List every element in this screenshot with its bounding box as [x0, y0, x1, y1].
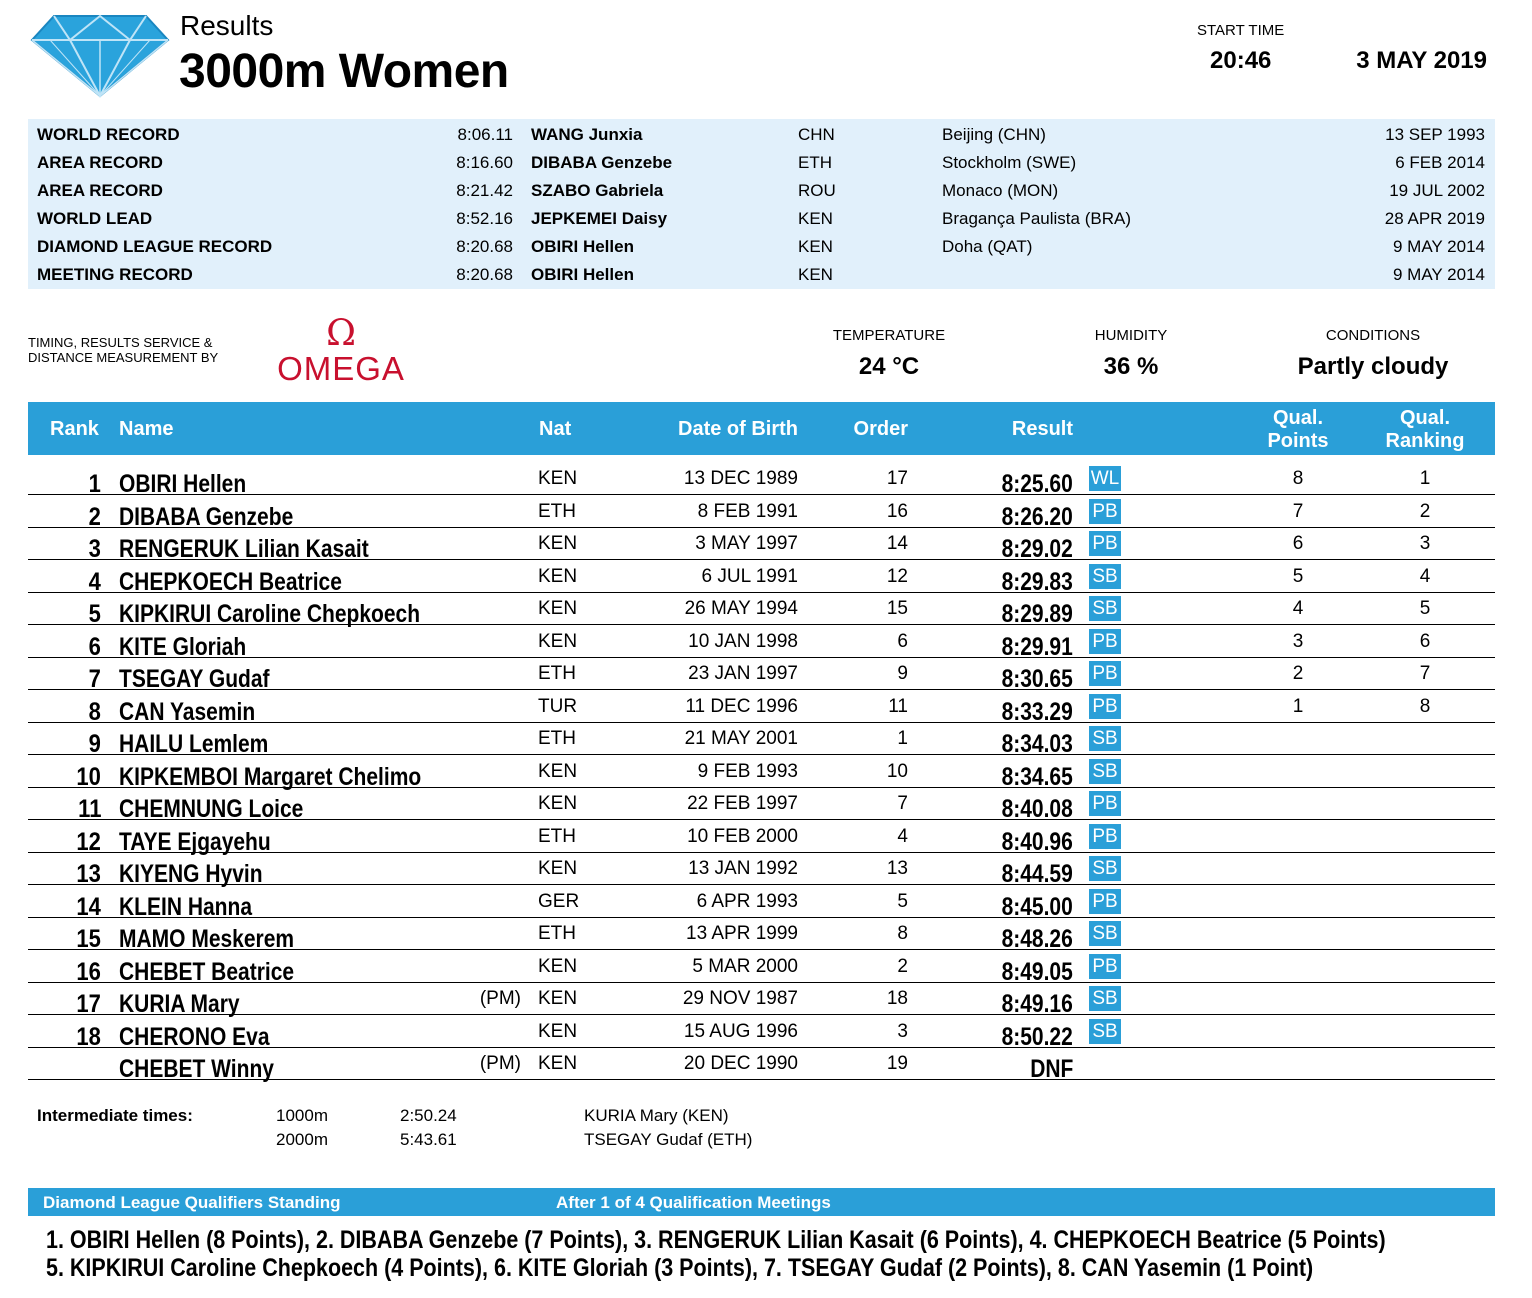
date-of-birth: 13 JAN 1992 [688, 858, 798, 879]
record-venue: Stockholm (SWE) [942, 153, 1077, 172]
record-type: AREA RECORD [37, 181, 163, 200]
table-row [28, 917, 1495, 953]
result-badge: PB [1089, 954, 1121, 979]
result-badge: PB [1089, 661, 1121, 686]
nationality: ETH [538, 663, 576, 684]
record-date: 19 JUL 2002 [1389, 181, 1485, 200]
qual-ranking: 7 [1419, 663, 1431, 684]
conditions-value: Partly cloudy [1297, 353, 1449, 380]
table-row [28, 690, 1495, 726]
result-badge: SB [1089, 596, 1121, 621]
col-qual-points-line: Qual. [1272, 407, 1323, 429]
date-of-birth: 23 JAN 1997 [688, 663, 798, 684]
athlete-name: TAYE Ejgayehu [119, 827, 271, 856]
record-row [28, 261, 1495, 289]
athlete-name: OBIRI Hellen [119, 470, 247, 498]
rank: 3 [88, 535, 101, 563]
rank: 9 [88, 730, 101, 758]
standings-subtitle: After 1 of 4 Qualification Meetings [556, 1193, 831, 1212]
athlete-name: RENGERUK Lilian Kasait [119, 535, 369, 563]
date-of-birth: 20 DEC 1990 [683, 1053, 798, 1074]
nationality: TUR [538, 695, 578, 717]
rank: 5 [88, 600, 101, 628]
athlete-name: KLEIN Hanna [119, 892, 253, 921]
result-badge: SB [1089, 726, 1121, 751]
split-distance: 2000m [276, 1130, 328, 1149]
nationality: KEN [538, 1053, 578, 1074]
result-badge: PB [1089, 694, 1121, 719]
rank: 7 [88, 665, 101, 693]
date-of-birth: 15 AUG 1996 [683, 1020, 798, 1042]
table-row [28, 625, 1495, 661]
record-time: 8:06.11 [457, 125, 513, 144]
nationality: KEN [538, 533, 578, 554]
result-time: 8:50.22 [1001, 1022, 1073, 1051]
result-time: DNF [1029, 1055, 1073, 1083]
result-badge: PB [1089, 824, 1121, 849]
start-order: 18 [886, 988, 908, 1009]
result-time: 8:29.89 [1001, 600, 1073, 628]
record-time: 8:20.68 [456, 237, 513, 256]
table-row [28, 1047, 1495, 1083]
table-row [28, 982, 1495, 1018]
result-time: 8:34.65 [1001, 762, 1073, 791]
timing-credit-line: DISTANCE MEASUREMENT BY [28, 350, 219, 365]
start-order: 9 [897, 663, 908, 684]
nationality: KEN [538, 760, 578, 782]
record-date: 9 MAY 2014 [1393, 237, 1485, 256]
start-order: 2 [897, 955, 908, 977]
record-nat: ETH [798, 153, 832, 172]
col-dob: Date of Birth [678, 418, 798, 440]
nationality: KEN [538, 988, 578, 1009]
table-row [28, 657, 1495, 693]
athlete-name: DIBABA Genzebe [119, 502, 294, 531]
record-type: DIAMOND LEAGUE RECORD [37, 237, 273, 256]
col-qual-points [1248, 407, 1348, 453]
intermediate-label: Intermediate times: [37, 1106, 193, 1125]
result-time: 8:33.29 [1001, 697, 1073, 726]
qual-points: 2 [1292, 663, 1304, 684]
start-order: 4 [897, 825, 908, 847]
date-of-birth: 26 MAY 1994 [684, 598, 798, 619]
table-row [28, 787, 1495, 823]
athlete-name: MAMO Meskerem [119, 925, 295, 953]
athlete-name: CHEBET Beatrice [119, 957, 295, 986]
result-badge: PB [1089, 889, 1121, 914]
record-holder: DIBABA Genzebe [531, 153, 673, 172]
result-time: 8:29.83 [1001, 567, 1073, 596]
start-order: 14 [886, 533, 908, 554]
date-of-birth: 13 APR 1999 [686, 923, 798, 944]
split-distance: 1000m [276, 1106, 328, 1125]
qual-ranking: 8 [1419, 695, 1431, 717]
col-result: Result [1011, 418, 1073, 440]
record-row [28, 149, 1495, 177]
col-nat: Nat [539, 418, 572, 440]
timing-credit [28, 335, 218, 365]
nationality: KEN [538, 468, 578, 489]
nationality: KEN [538, 793, 578, 814]
split-time: 5:43.61 [400, 1130, 457, 1149]
result-badge: WL [1090, 468, 1120, 489]
athlete-name: CAN Yasemin [119, 697, 256, 726]
qual-points: 5 [1292, 565, 1304, 587]
table-row [28, 527, 1495, 563]
record-holder: WANG Junxia [531, 125, 643, 144]
records-table [28, 119, 1495, 289]
rank: 6 [88, 632, 101, 661]
col-order: Order [853, 418, 908, 440]
date-of-birth: 11 DEC 1996 [685, 695, 798, 717]
result-badge: SB [1089, 921, 1121, 946]
record-holder: SZABO Gabriela [531, 181, 664, 200]
split-leader: TSEGAY Gudaf (ETH) [584, 1130, 753, 1149]
result-time: 8:49.16 [1001, 990, 1073, 1018]
record-time: 8:16.60 [456, 153, 513, 172]
start-order: 8 [897, 923, 908, 944]
qual-points: 3 [1292, 630, 1304, 652]
date-of-birth: 10 JAN 1998 [688, 630, 798, 652]
result-time: 8:30.65 [1001, 665, 1073, 693]
record-venue: Bragança Paulista (BRA) [942, 209, 1131, 228]
record-time: 8:21.42 [456, 181, 513, 200]
date-of-birth: 10 FEB 2000 [687, 825, 798, 847]
rank: 15 [76, 925, 101, 953]
standings-line: 5. KIPKIRUI Caroline Chepkoech (4 Points), 6. KITE Gloriah (3 Points), 7. TSEGAY Gudaf (2 Points), 8. CAN Yasemin (1 Point) [46, 1254, 1314, 1282]
table-row [28, 852, 1495, 888]
results-table-header [28, 402, 1495, 455]
record-venue: Doha (QAT) [942, 237, 1033, 256]
athlete-name: KIPKIRUI Caroline Chepkoech [119, 600, 421, 628]
record-holder: JEPKEMEI Daisy [531, 209, 668, 228]
date-of-birth: 6 APR 1993 [696, 890, 798, 912]
start-order: 5 [897, 890, 908, 912]
result-badge: SB [1089, 759, 1121, 784]
start-order: 13 [886, 858, 908, 879]
record-venue: Monaco (MON) [942, 181, 1059, 200]
date-of-birth: 3 MAY 1997 [695, 533, 798, 554]
record-holder: OBIRI Hellen [531, 237, 634, 256]
nationality: KEN [538, 955, 578, 977]
rank: 10 [76, 762, 101, 791]
record-type: MEETING RECORD [37, 265, 193, 284]
pacemaker-flag: (PM) [479, 1053, 521, 1074]
start-order: 17 [886, 468, 908, 489]
athlete-name: KURIA Mary [119, 990, 240, 1018]
record-row [28, 233, 1495, 261]
start-order: 11 [888, 695, 908, 717]
temperature-label: TEMPERATURE [832, 327, 946, 344]
col-name: Name [119, 418, 174, 440]
qual-ranking: 4 [1419, 565, 1431, 587]
result-time: 8:40.96 [1001, 827, 1073, 856]
qual-points: 1 [1292, 695, 1304, 717]
qual-points: 8 [1292, 468, 1304, 489]
table-row [28, 592, 1495, 628]
table-row [28, 950, 1495, 986]
record-type: WORLD LEAD [37, 209, 153, 228]
omega-logo-icon [268, 313, 414, 389]
start-order: 16 [886, 500, 908, 522]
record-date: 9 MAY 2014 [1393, 265, 1485, 284]
table-row [28, 885, 1495, 921]
start-order: 3 [897, 1020, 908, 1042]
athlete-name: HAILU Lemlem [119, 730, 269, 758]
result-time: 8:45.00 [1001, 892, 1073, 921]
col-qual-ranking-line: Ranking [1385, 430, 1465, 452]
record-row [28, 205, 1495, 233]
result-time: 8:29.02 [1001, 535, 1073, 563]
table-row [28, 495, 1495, 531]
result-time: 8:44.59 [1001, 860, 1073, 888]
table-row [28, 755, 1495, 791]
standings-bar [28, 1188, 1495, 1216]
record-time: 8:52.16 [456, 209, 513, 228]
result-badge: SB [1089, 564, 1121, 589]
result-badge: PB [1089, 791, 1121, 816]
start-order: 7 [897, 793, 908, 814]
col-qual-points-line: Points [1267, 430, 1329, 452]
table-row [28, 722, 1495, 758]
standings-title: Diamond League Qualifiers Standing [43, 1193, 341, 1212]
date-of-birth: 8 FEB 1991 [697, 500, 798, 522]
result-badge: SB [1089, 1019, 1121, 1044]
result-time: 8:26.20 [1001, 502, 1073, 531]
nationality: ETH [538, 923, 576, 944]
timing-credit-line: TIMING, RESULTS SERVICE & [28, 335, 213, 350]
event-date: 3 MAY 2019 [1356, 47, 1487, 74]
result-badge: PB [1089, 499, 1121, 524]
humidity-label: HUMIDITY [1094, 327, 1168, 344]
qual-points: 7 [1292, 500, 1304, 522]
date-of-birth: 21 MAY 2001 [684, 728, 798, 749]
qual-points: 4 [1292, 598, 1304, 619]
qual-points: 6 [1292, 533, 1304, 554]
temperature-value: 24 °C [858, 353, 920, 380]
rank: 17 [76, 990, 101, 1018]
record-type: WORLD RECORD [37, 125, 180, 144]
rank: 18 [76, 1022, 101, 1051]
athlete-name: CHEBET Winny [119, 1055, 274, 1083]
record-date: 13 SEP 1993 [1385, 125, 1485, 144]
col-qual-ranking [1375, 407, 1475, 453]
start-order: 10 [886, 760, 908, 782]
result-time: 8:40.08 [1001, 795, 1073, 823]
result-badge: SB [1089, 856, 1121, 881]
start-order: 6 [897, 630, 908, 652]
athlete-name: KITE Gloriah [119, 632, 247, 661]
record-time: 8:20.68 [456, 265, 513, 284]
date-of-birth: 5 MAR 2000 [692, 955, 798, 977]
result-time: 8:34.03 [1001, 730, 1073, 758]
humidity-value: 36 % [1103, 353, 1159, 380]
table-row [28, 462, 1495, 498]
rank: 14 [76, 892, 101, 921]
record-nat: KEN [798, 209, 833, 228]
record-holder: OBIRI Hellen [531, 265, 634, 284]
rank: 1 [88, 470, 101, 498]
start-time-label: START TIME [1197, 22, 1285, 39]
record-row [28, 121, 1495, 149]
col-rank: Rank [50, 418, 99, 440]
nationality: KEN [538, 630, 578, 652]
record-row [28, 177, 1495, 205]
record-nat: CHN [798, 125, 835, 144]
start-time-value: 20:46 [1210, 47, 1272, 74]
table-row [28, 1015, 1495, 1051]
athlete-name: CHEMNUNG Loice [119, 795, 304, 823]
athlete-name: CHERONO Eva [119, 1022, 270, 1051]
record-type: AREA RECORD [37, 153, 163, 172]
diamond-icon [30, 14, 170, 98]
table-row [28, 560, 1495, 596]
record-venue: Beijing (CHN) [942, 125, 1046, 144]
date-of-birth: 13 DEC 1989 [683, 468, 798, 489]
date-of-birth: 29 NOV 1987 [682, 988, 798, 1009]
omega-symbol: Ω [326, 313, 356, 354]
nationality: KEN [538, 565, 578, 587]
pacemaker-flag: (PM) [479, 988, 521, 1009]
result-badge: SB [1089, 986, 1121, 1011]
result-time: 8:49.05 [1001, 957, 1073, 986]
start-order: 12 [886, 565, 908, 587]
date-of-birth: 22 FEB 1997 [687, 793, 798, 814]
qual-ranking: 1 [1419, 468, 1431, 489]
record-date: 6 FEB 2014 [1395, 153, 1485, 172]
rank: 16 [76, 957, 101, 986]
split-time: 2:50.24 [400, 1106, 457, 1125]
page-title: 3000m Women [179, 45, 509, 98]
date-of-birth: 9 FEB 1993 [697, 760, 798, 782]
record-nat: KEN [798, 265, 833, 284]
rank: 2 [88, 502, 101, 531]
qual-ranking: 2 [1419, 500, 1431, 522]
athlete-name: CHEPKOECH Beatrice [119, 567, 342, 596]
table-row [28, 820, 1495, 856]
rank: 12 [76, 827, 101, 856]
record-date: 28 APR 2019 [1384, 209, 1485, 228]
rank: 11 [77, 795, 101, 823]
athlete-name: KIPKEMBOI Margaret Chelimo [119, 762, 422, 791]
result-badge: PB [1089, 531, 1121, 556]
date-of-birth: 6 JUL 1991 [701, 565, 798, 587]
start-order: 19 [886, 1053, 908, 1074]
omega-wordmark: OMEGA [277, 350, 405, 387]
result-time: 8:25.60 [1001, 470, 1073, 498]
start-order: 1 [897, 728, 908, 749]
result-badge: PB [1089, 629, 1121, 654]
nationality: ETH [538, 500, 576, 522]
standings-line: 1. OBIRI Hellen (8 Points), 2. DIBABA Genzebe (7 Points), 3. RENGERUK Lilian Kasait (6 Points), 4. CHEPKOECH Beatrice (5 Points) [46, 1226, 1386, 1254]
athlete-name: KIYENG Hyvin [119, 860, 263, 888]
page-subtitle: Results [180, 10, 274, 41]
record-nat: ROU [798, 181, 836, 200]
qual-ranking: 6 [1419, 630, 1431, 652]
nationality: KEN [538, 1020, 578, 1042]
nationality: KEN [538, 598, 578, 619]
qual-ranking: 3 [1419, 533, 1431, 554]
result-time: 8:29.91 [1001, 632, 1073, 661]
rank: 4 [88, 567, 101, 596]
athlete-name: TSEGAY Gudaf [119, 665, 270, 693]
nationality: ETH [538, 728, 576, 749]
conditions-label: CONDITIONS [1325, 327, 1421, 344]
rank: 8 [88, 697, 101, 726]
col-qual-ranking-line: Qual. [1399, 407, 1450, 429]
nationality: ETH [538, 825, 576, 847]
split-leader: KURIA Mary (KEN) [584, 1106, 729, 1125]
result-time: 8:48.26 [1001, 925, 1073, 953]
nationality: GER [538, 890, 580, 912]
qual-ranking: 5 [1419, 598, 1431, 619]
rank: 13 [76, 860, 101, 888]
nationality: KEN [538, 858, 578, 879]
start-order: 15 [886, 598, 908, 619]
record-nat: KEN [798, 237, 833, 256]
